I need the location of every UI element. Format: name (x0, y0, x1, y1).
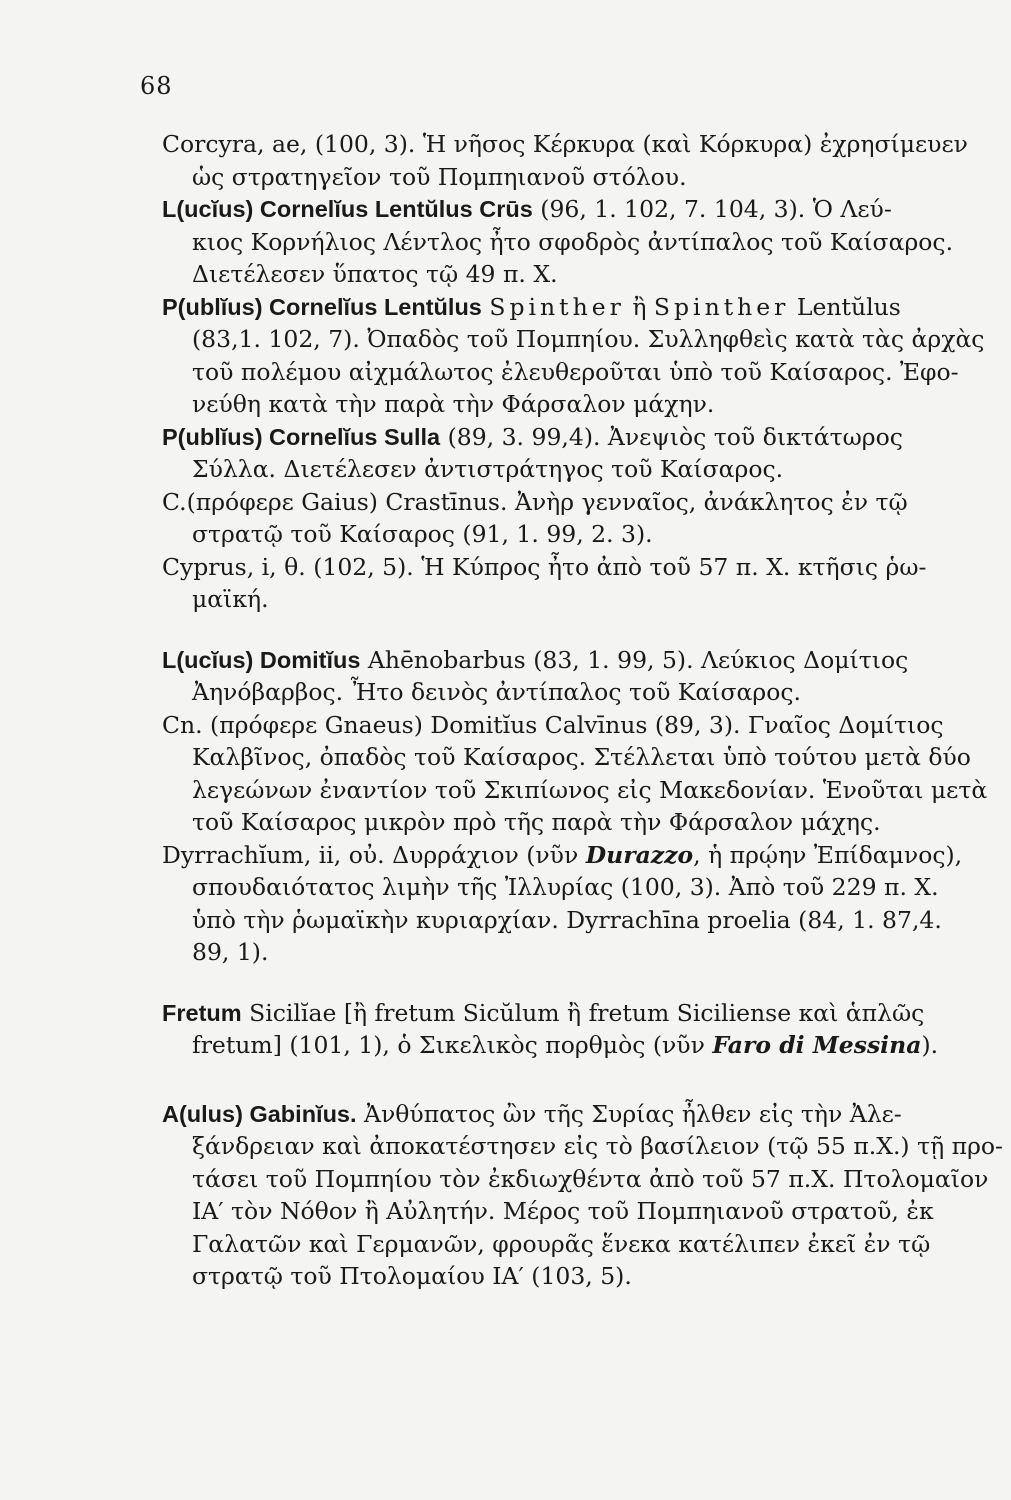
entry-line: μαϊκή. (192, 585, 269, 613)
entry-line: Dyrrachĭum, ii, οὐ. Δυρράχιον (νῦν Durazzo, ἡ πρῴην Ἐπίδαμνος), (162, 840, 963, 869)
entry-lentulus-crus (162, 193, 992, 291)
entry-line: P(ublĭus) Cornelĭus Sulla (89, 3. 99,4). Ἀνεψιὸς τοῦ δικτάτωρος (162, 422, 903, 451)
entry-headword: Fretum (162, 999, 242, 1026)
entry-line: σπουδαιότατος λιμὴν τῆς Ἰλλυρίας (100, 3). Ἀπὸ τοῦ 229 π. Χ. (192, 873, 939, 901)
entry-line: Καλβῖνος, ὀπαδὸς τοῦ Καίσαρος. Στέλλεται ὑπὸ τούτου μετὰ δύο (192, 743, 971, 771)
entry-line: Διετέλεσεν ὕπατος τῷ 49 π. Χ. (192, 260, 558, 288)
entry-line: τάσει τοῦ Πομπηίου τὸν ἐκδιωχθέντα ἀπὸ τοῦ 57 π.Χ. Πτολομαῖον (192, 1164, 989, 1193)
entry-line: κιος Κορνήλιος Λέντλος ἦτο σφοδρὸς ἀντίπαλος τοῦ Καίσαρος. (192, 227, 954, 256)
entry-line: ξάνδρειαν καὶ ἀποκατέστησεν εἰς τὸ βασίλειον (τῷ 55 π.Χ.) τῇ προ- (192, 1132, 1003, 1160)
page-number: 68 (140, 72, 173, 100)
entry-line: τοῦ Καίσαρος μικρὸν πρὸ τῆς παρὰ τὴν Φάρσαλον μάχης. (192, 808, 881, 836)
entry-headword: L(ucĭus) Domitĭus (162, 646, 361, 673)
entry-line: Cn. (πρόφερε Gnaeus) Domitĭus Calvīnus (89, 3). Γναῖος Δομίτιος (162, 710, 944, 739)
entry-fretum (162, 997, 992, 1062)
entry-gabinius (162, 1098, 1003, 1293)
entry-sulla (162, 421, 992, 486)
entry-line: L(ucĭus) Cornelĭus Lentŭlus Crūs (96, 1. 102, 7. 104, 3). Ὁ Λεύ- (162, 195, 892, 223)
entry-line: Corcyra, ae, (100, 3). Ἡ νῆσος Κέρκυρα (καὶ Κόρκυρα) ἐχρησίμευεν (162, 130, 968, 158)
entry-line: P(ublĭus) Cornelĭus Lentŭlus Spinther ἢ Spinther Lentŭlus (162, 292, 901, 321)
entry-line: στρατῷ τοῦ Καίσαρος (91, 1. 99, 2. 3). (192, 520, 653, 548)
entry-headword: L(ucĭus) Cornelĭus Lentŭlus Crūs (162, 196, 533, 222)
entry-line: (83,1. 102, 7). Ὀπαδὸς τοῦ Πομπηίου. Συλληφθεὶς κατὰ τὰς ἀρχὰς (192, 325, 985, 353)
entry-line: ὡς στρατηγεῖον τοῦ Πομπηιανοῦ στόλου. (192, 162, 687, 191)
entry-domitius-ahenobarbus (162, 644, 992, 709)
entry-line: L(ucĭus) Domitĭus Ahēnobarbus (83, 1. 99, 5). Λεύκιος Δομίτιος (162, 645, 909, 674)
entry-headword: P(ublĭus) Cornelĭus Sulla (162, 423, 441, 450)
entry-line: fretum] (101, 1), ὁ Σικελικὸς πορθμὸς (νῦν Faro di Messina). (192, 1031, 939, 1059)
entry-line: τοῦ πολέμου αἰχμάλωτος ἐλευθεροῦται ὑπὸ τοῦ Καίσαρος. Ἐφο- (192, 357, 959, 386)
entry-crastinus (162, 486, 992, 551)
entry-line: λεγεώνων ἐναντίον τοῦ Σκιπίωνος εἰς Μακεδονίαν. Ἑνοῦται μετὰ (192, 775, 988, 804)
entry-headword: P(ublĭus) Cornelĭus Lentŭlus (162, 293, 482, 320)
entry-dyrrachium (162, 839, 992, 969)
entry-line: Ἀηνόβαρβος. Ἦτο δεινὸς ἀντίπαλος τοῦ Καίσαρος. (192, 678, 802, 706)
entry-line: ΙΑ′ τὸν Νόθον ἢ Αὐλητήν. Μέρος τοῦ Πομπηιανοῦ στρατοῦ, ἐκ (192, 1197, 934, 1225)
entry-line: C.(πρόφερε Gaius) Crastīnus. Ἀνὴρ γενναῖος, ἀνάκλητος ἐν τῷ (162, 487, 908, 516)
entry-line: ὑπὸ τὴν ῥωμαϊκὴν κυριαρχίαν. Dyrrachīna proelia (84, 1. 87,4. (192, 905, 942, 934)
entry-headword: A(ulus) Gabinĭus. (162, 1100, 357, 1127)
entry-line: Σύλλα. Διετέλεσεν ἀντιστράτηγος τοῦ Καίσαρος. (192, 455, 784, 483)
entry-line: Fretum Sicilĭae [ἢ fretum Sicŭlum ἢ fretum Siciliense καὶ ἁπλῶς (162, 998, 925, 1027)
entry-line: νεύθη κατὰ τὴν παρὰ τὴν Φάρσαλον μάχην. (192, 390, 715, 418)
entry-line: 89, 1). (192, 938, 269, 966)
entry-line: Cyprus, i, θ. (102, 5). Ἡ Κύπρος ἦτο ἀπὸ τοῦ 57 π. Χ. κτῆσις ῥω- (162, 552, 927, 581)
entry-line: Γαλατῶν καὶ Γερμανῶν, φρουρᾶς ἕνεκα κατέλιπεν ἐκεῖ ἐν τῷ (192, 1229, 931, 1258)
entry-domitius-calvinus (162, 709, 992, 839)
entry-line: στρατῷ τοῦ Πτολομαίου ΙΑ′ (103, 5). (192, 1262, 632, 1290)
entry-cyprus (162, 551, 992, 616)
entry-line: A(ulus) Gabinĭus. Ἀνθύπατος ὢν τῆς Συρίας ἦλθεν εἰς τὴν Ἀλε- (162, 1099, 902, 1128)
glossary-entries (162, 128, 1003, 1293)
entry-lentulus-spinther (162, 291, 992, 421)
entry-corcyra (162, 128, 992, 193)
